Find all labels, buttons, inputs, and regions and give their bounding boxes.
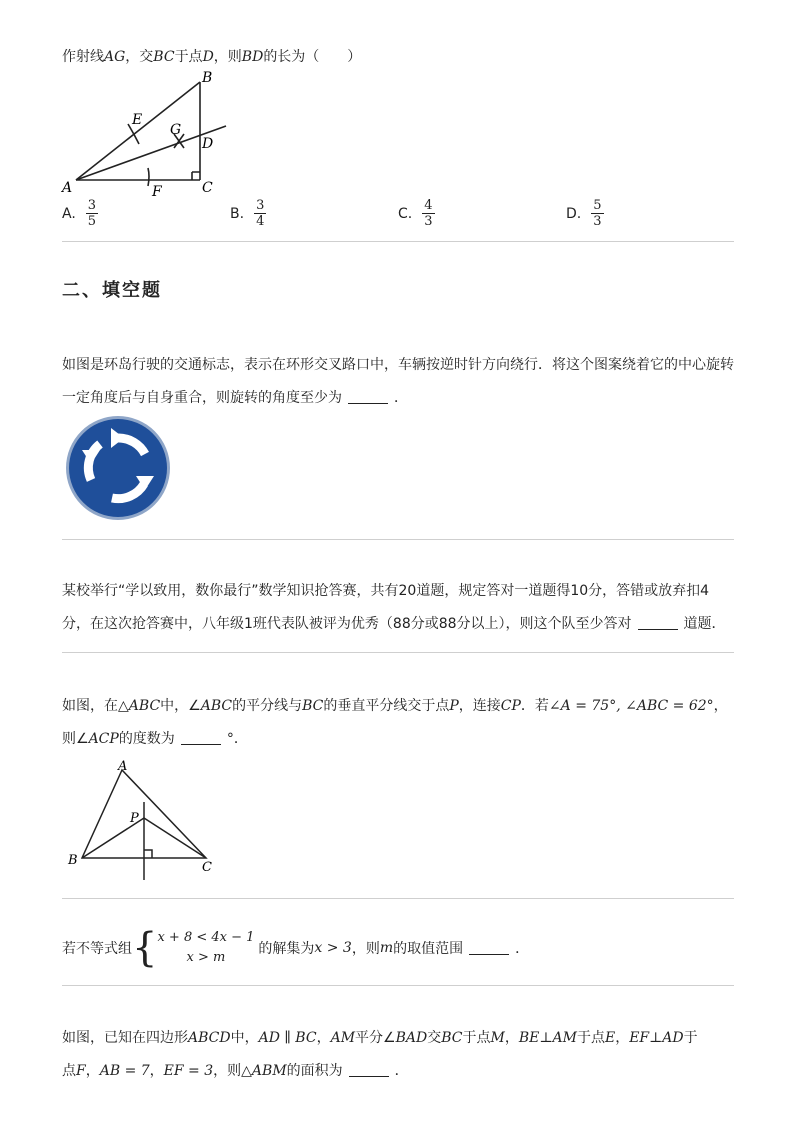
text: ．若 — [520, 698, 549, 714]
label-c: C — [202, 860, 212, 875]
frac-num: 5 — [593, 198, 602, 213]
q1-line2 — [62, 387, 408, 407]
text: 于点 — [576, 1030, 605, 1046]
label-c: C — [202, 180, 213, 196]
math: D — [202, 49, 214, 65]
q3-line1 — [62, 695, 728, 715]
math: BC — [441, 1030, 463, 1046]
q5-line2 — [62, 1060, 409, 1080]
right-angle-mark — [144, 850, 152, 858]
text: 如图，在△ — [62, 698, 129, 714]
math: x > 3 — [314, 940, 352, 956]
math: P — [449, 698, 459, 714]
text: 则∠ — [62, 731, 89, 747]
text: 平分∠ — [355, 1030, 396, 1046]
text: ， — [713, 698, 728, 714]
text: ． — [394, 1063, 409, 1079]
math: E — [604, 1030, 616, 1046]
frac-den: 4 — [256, 214, 265, 229]
text: 于 — [683, 1030, 698, 1046]
roundabout-sign-icon — [64, 414, 174, 522]
text: ． — [394, 390, 408, 406]
frac-num: 3 — [87, 198, 97, 213]
text: 的长为（ ） — [263, 49, 362, 65]
option-frac — [422, 198, 434, 229]
text: 于点 — [174, 49, 203, 65]
q2-line2 — [62, 613, 726, 633]
frac-den: 3 — [424, 214, 433, 229]
math: m — [379, 940, 394, 956]
option-letter: B. — [230, 205, 245, 222]
divider — [62, 985, 734, 986]
frac-num: 3 — [256, 198, 265, 213]
text: 中，∠ — [160, 698, 201, 714]
math: BE⊥AM — [518, 1030, 577, 1046]
option-c[interactable] — [398, 198, 435, 229]
q-prev-figure — [60, 68, 240, 198]
option-b[interactable] — [230, 198, 266, 229]
label-d: D — [202, 136, 214, 152]
math: AB = 7 — [99, 1063, 150, 1079]
answer-blank[interactable] — [181, 732, 221, 745]
label-g: G — [170, 122, 182, 138]
q2-line1: 某校举行“学以致用，数你最行”数学知识抢答赛，共有20道题，规定答对一道题得10分，答错或放弃扣4 — [62, 583, 710, 599]
math: BAD — [395, 1030, 428, 1046]
text: 一定角度后与自身重合，则旋转的角度至少为 — [62, 390, 342, 406]
seg-pc — [144, 818, 206, 858]
inequality-1: x + 8 < 4x − 1 — [157, 930, 255, 945]
text: ，则 — [213, 49, 242, 65]
text: ，交 — [125, 49, 154, 65]
label-a: A — [118, 759, 128, 774]
math: BC — [153, 49, 175, 65]
label-b: B — [202, 70, 213, 86]
brace-icon: { — [132, 925, 158, 971]
right-angle-mark — [192, 172, 200, 180]
answer-blank[interactable] — [638, 617, 678, 630]
label-p: P — [130, 811, 139, 826]
text: ， — [85, 1063, 100, 1079]
frac-den: 3 — [593, 214, 602, 229]
text: 道题． — [683, 616, 726, 632]
option-letter: A. — [62, 205, 76, 222]
math: EF⊥AD — [629, 1030, 684, 1046]
option-frac — [86, 198, 98, 229]
text: ， — [504, 1030, 519, 1046]
answer-blank[interactable] — [469, 942, 509, 955]
arc-f — [148, 168, 149, 186]
text: ，则 — [351, 941, 380, 957]
option-frac — [254, 198, 266, 229]
inequality-2: x > m — [186, 950, 226, 965]
frac-num: 4 — [424, 198, 433, 213]
math: ABC — [200, 698, 233, 714]
math: ABM — [251, 1063, 287, 1079]
math: M — [490, 1030, 505, 1046]
text: 交 — [427, 1030, 442, 1046]
text: 中， — [230, 1030, 259, 1046]
text: 若不等式组 — [62, 941, 132, 957]
divider — [62, 241, 734, 242]
text: 的垂直平分线交于点 — [323, 698, 450, 714]
math: AD ∥ BC — [258, 1030, 317, 1046]
math: ACP — [88, 731, 119, 747]
label-a: A — [62, 180, 73, 196]
text: 作射线 — [62, 49, 104, 65]
label-f: F — [152, 184, 162, 198]
option-d[interactable] — [566, 198, 604, 229]
inequality-system — [157, 928, 254, 968]
text: 分，在这次抢答赛中，八年级1班代表队被评为优秀（88分或88分以上），则这个队至少答对 — [62, 616, 632, 632]
text: ， — [615, 1030, 630, 1046]
q4-line — [62, 925, 530, 971]
math: EF = 3 — [163, 1063, 214, 1079]
math: ABC — [128, 698, 161, 714]
divider — [62, 898, 734, 899]
answer-blank[interactable] — [348, 391, 388, 404]
ray-ag — [76, 126, 226, 180]
text: 的取值范围 — [393, 941, 464, 957]
math: BD — [241, 49, 264, 65]
math: ∠A = 75°, ∠ABC = 62° — [548, 698, 714, 714]
text: 的面积为 — [286, 1063, 343, 1079]
seg-ab — [76, 82, 200, 180]
option-frac — [591, 198, 603, 229]
text: 点 — [62, 1063, 76, 1079]
q3-figure — [62, 756, 222, 886]
divider — [62, 539, 734, 540]
text: 于点 — [462, 1030, 491, 1046]
math: AG — [104, 49, 126, 65]
option-a[interactable] — [62, 198, 98, 229]
text: ． — [515, 941, 530, 957]
text: 的度数为 — [118, 731, 175, 747]
divider — [62, 652, 734, 653]
text: °． — [226, 731, 248, 747]
option-letter: D. — [566, 205, 582, 222]
math: AM — [330, 1030, 356, 1046]
text: ，则△ — [213, 1063, 252, 1079]
section-title: 二、填空题 — [62, 280, 162, 301]
text: ，连接 — [458, 698, 501, 714]
math: ABCD — [188, 1030, 231, 1046]
math: BC — [302, 698, 324, 714]
text: 如图，已知在四边形 — [62, 1030, 188, 1046]
label-e: E — [132, 112, 143, 128]
q3-line2 — [62, 728, 248, 748]
q1-line1: 如图是环岛行驶的交通标志，表示在环形交叉路口中，车辆按逆时针方向绕行．将这个图案绕着它的中心旋转 — [62, 357, 734, 373]
text: ， — [316, 1030, 331, 1046]
q5-line1 — [62, 1027, 698, 1047]
math: CP — [500, 698, 521, 714]
answer-blank[interactable] — [349, 1064, 389, 1077]
label-b: B — [68, 853, 78, 868]
math: F — [76, 1063, 86, 1079]
text: 的解集为 — [258, 941, 315, 957]
frac-den: 5 — [87, 214, 97, 229]
text: ， — [149, 1063, 164, 1079]
option-letter: C. — [398, 205, 413, 222]
text: 的平分线与 — [232, 698, 303, 714]
q-prev-stem — [62, 46, 361, 66]
